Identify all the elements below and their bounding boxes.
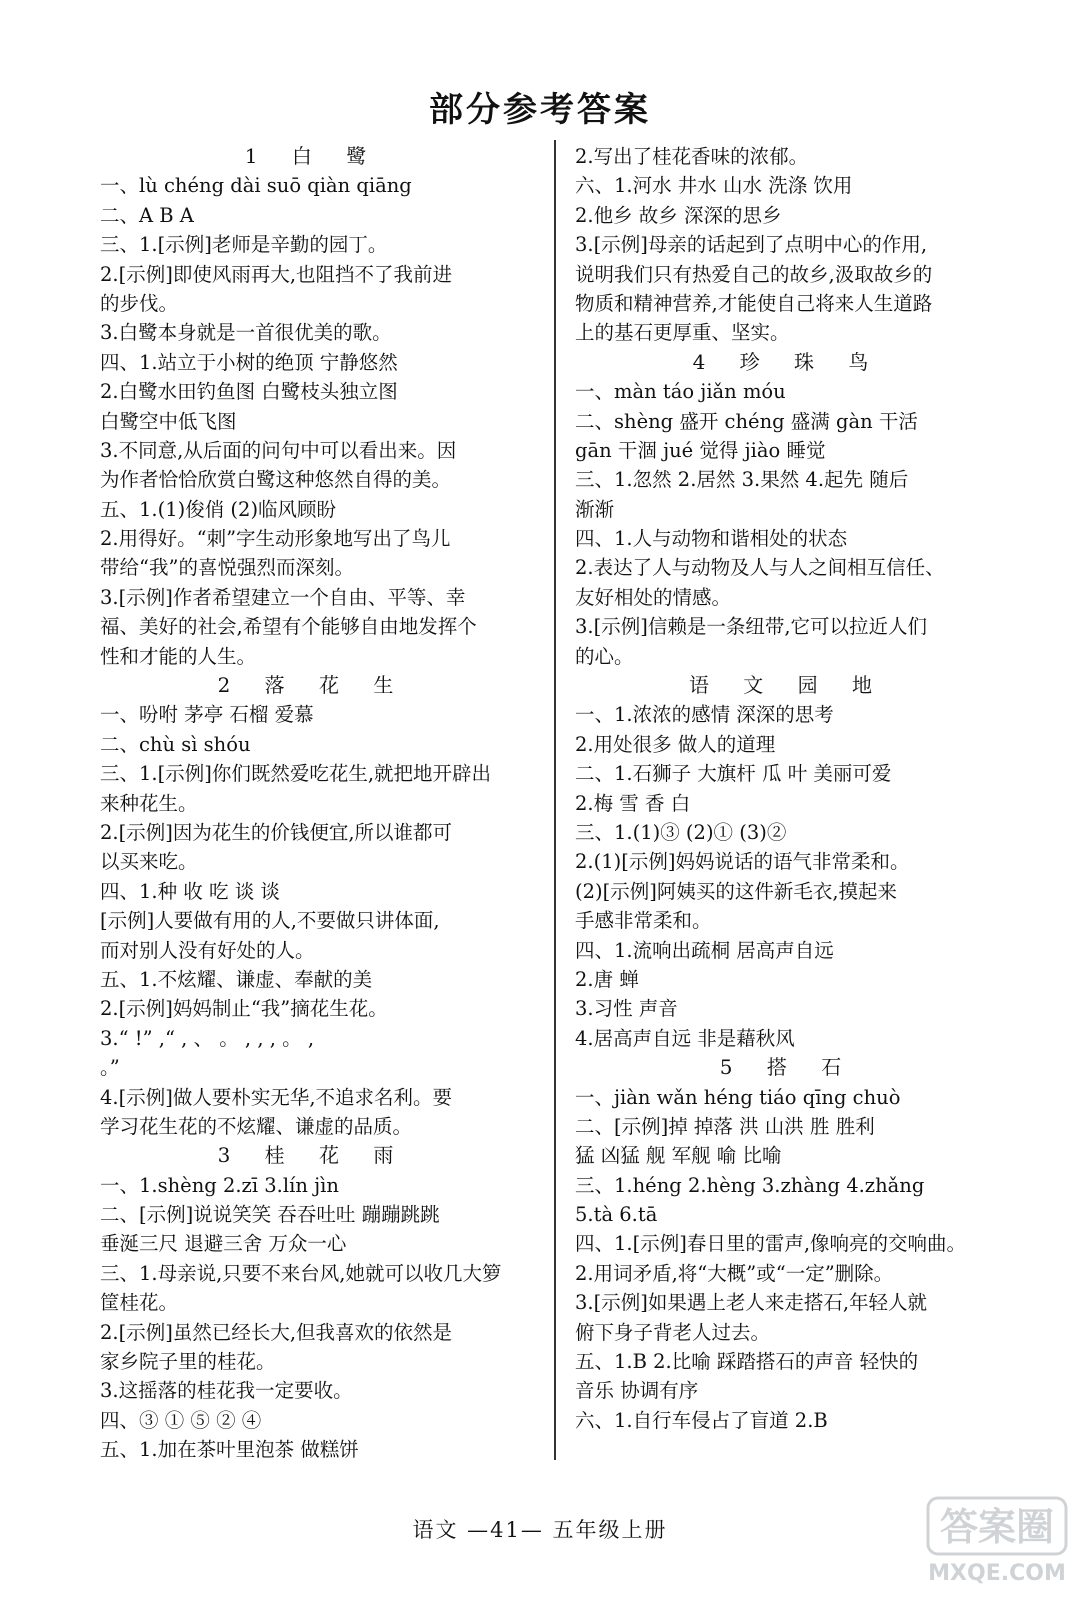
- answer-line: 2.梅 雪 香 白: [575, 791, 691, 815]
- section-heading: 语 文 园 地: [688, 673, 887, 698]
- answer-line: 五、1.(1)俊俏 (2)临风顾盼: [100, 497, 337, 521]
- answer-line: 福、美好的社会,希望有个能够自由地发挥个: [100, 615, 477, 639]
- answer-line: 二、[示例]掉 掉落 洪 山洪 胜 胜利: [575, 1114, 875, 1138]
- answer-line: 四、1.人与动物和谐相处的状态: [575, 527, 848, 551]
- answer-line: 学习花生花的不炫耀、谦虚的品质。: [100, 1114, 413, 1138]
- section-heading: 1 白 鹭: [244, 144, 381, 168]
- answer-line: 3.[示例]如果遇上老人来走搭石,年轻人就: [575, 1291, 928, 1315]
- answer-line: 2.[示例]因为花生的价钱便宜,所以谁都可: [100, 820, 453, 844]
- answer-line: 五、1.B 2.比喻 踩踏搭石的声音 轻快的: [575, 1350, 919, 1374]
- answer-line: 垂涎三尺 退避三舍 万众一心: [100, 1232, 347, 1256]
- answer-line: 三、1.(1)③ (2)① (3)②: [575, 820, 787, 844]
- right-answer-column: [575, 142, 1000, 1435]
- answer-line: 二、chù sì shóu: [100, 732, 251, 756]
- answer-line: 三、1.[示例]老师是辛勤的园丁。: [100, 233, 388, 257]
- answer-line: 2.[示例]虽然已经长大,但我喜欢的依然是: [100, 1320, 453, 1344]
- answer-line: 2.写出了桂花香味的浓郁。: [575, 145, 809, 168]
- answer-line: 2.唐 蝉: [575, 967, 639, 991]
- answer-line: 二、[示例]说说笑笑 吞吞吐吐 蹦蹦跳跳: [100, 1203, 440, 1227]
- column-divider: [554, 140, 556, 1460]
- answer-line: 而对别人没有好处的人。: [100, 938, 315, 962]
- answer-line: 2.[示例]即使风雨再大,也阻挡不了我前进: [100, 262, 453, 286]
- answer-line: 的心。: [575, 644, 634, 668]
- answer-line: 2.他乡 故乡 深深的思乡: [575, 203, 782, 227]
- answer-line: 为作者恰恰欣赏白鹭这种悠然自得的美。: [100, 468, 452, 492]
- section-heading: 3 桂 花 雨: [217, 1143, 408, 1168]
- answer-line: 2.用处很多 做人的道理: [575, 732, 776, 756]
- answer-line: 四、1.[示例]春日里的雷声,像响亮的交响曲。: [575, 1232, 967, 1256]
- answer-line: 俯下身子背老人过去。: [575, 1320, 771, 1344]
- answer-line: 二、A B A: [100, 203, 194, 227]
- answer-line: 二、shèng 盛开 chéng 盛满 gàn 干活: [575, 409, 918, 433]
- answer-line: 2.[示例]妈妈制止“我”摘花生花。: [100, 997, 388, 1021]
- watermark-text-main: 答案圈: [939, 1505, 1055, 1549]
- answer-line: 三、1.忽然 2.居然 3.果然 4.起先 随后: [575, 468, 909, 492]
- answer-line: 3.[示例]母亲的话起到了点明中心的作用,: [575, 233, 928, 257]
- answer-line: gān 干涸 jué 觉得 jiào 睡觉: [575, 438, 826, 462]
- answer-line: 2.白鹭水田钓鱼图 白鹭枝头独立图: [100, 380, 398, 404]
- section-heading: 5 搭 石: [719, 1055, 856, 1080]
- answer-line: 二、1.石狮子 大旗杆 瓜 叶 美丽可爱: [575, 762, 892, 786]
- answer-line: 音乐 协调有序: [575, 1379, 699, 1403]
- answer-line: 物质和精神营养,才能使自己将来人生道路: [575, 291, 933, 315]
- answer-line: 五、1.不炫耀、谦虚、奉献的美: [100, 967, 373, 991]
- answer-line: 5.tà 6.tā: [575, 1203, 658, 1227]
- answer-line: 六、1.河水 井水 山水 洗涤 饮用: [575, 174, 853, 198]
- answer-line: 渐渐: [575, 497, 615, 521]
- answer-line: 猛 凶猛 舰 军舰 喻 比喻: [575, 1144, 782, 1168]
- answer-line: 性和才能的人生。: [100, 644, 257, 668]
- page-title: 部分参考答案: [429, 90, 651, 130]
- answer-line: 三、1.[示例]你们既然爱吃花生,就把地开辟出: [100, 762, 492, 786]
- answer-line: 筐桂花。: [100, 1291, 179, 1315]
- answer-line: 3.“ !” ,“ , 、 。 , , , 。 ,: [100, 1026, 315, 1050]
- answer-line: 一、jiàn wǎn héng tiáo qīng chuò: [575, 1085, 901, 1109]
- answer-line: 以买来吃。: [100, 850, 198, 874]
- answer-line: 四、1.种 收 吃 谈 谈: [100, 879, 280, 903]
- answer-line: 一、1.浓浓的感情 深深的思考: [575, 703, 834, 727]
- page-footer: 语文 —41— 五年级上册: [412, 1518, 668, 1542]
- answer-line: 2.表达了人与动物及人与人之间相互信任、: [575, 556, 945, 580]
- answer-line: 六、1.自行车侵占了盲道 2.B: [575, 1408, 828, 1432]
- left-answer-column: [100, 142, 525, 1465]
- answer-line: 白鹭空中低飞图: [100, 409, 237, 433]
- answer-line: 3.这摇落的桂花我一定要收。: [100, 1379, 353, 1403]
- answer-line: 3.习性 声音: [575, 997, 678, 1021]
- answer-line: 五、1.加在茶叶里泡茶 做糕饼: [100, 1438, 359, 1462]
- answer-line: 4.居高声自远 非是藉秋风: [575, 1026, 795, 1050]
- watermark-logo: [926, 1494, 1068, 1588]
- answer-line: 手感非常柔和。: [575, 909, 712, 933]
- watermark-text-url: MXQE.COM: [928, 1561, 1066, 1586]
- answer-line: 3.[示例]作者希望建立一个自由、平等、幸: [100, 585, 466, 609]
- answer-line: (2)[示例]阿姨买的这件新毛衣,摸起来: [575, 879, 898, 903]
- answer-line: 2.用词矛盾,将“大概”或“一定”删除。: [575, 1261, 894, 1285]
- answer-line: 一、lù chéng dài suō qiàn qiāng: [100, 174, 412, 198]
- answer-line: 说明我们只有热爱自己的故乡,汲取故乡的: [575, 262, 933, 286]
- answer-line: 友好相处的情感。: [575, 585, 732, 609]
- answer-line: [示例]人要做有用的人,不要做只讲体面,: [100, 909, 440, 933]
- answer-line: 一、màn táo jiǎn móu: [575, 380, 786, 404]
- answer-line: 。”: [100, 1056, 120, 1080]
- answer-line: 上的基石更厚重、坚实。: [575, 321, 790, 345]
- answer-line: 3.不同意,从后面的问句中可以看出来。因: [100, 438, 457, 462]
- answer-line: 家乡院子里的桂花。: [100, 1350, 276, 1374]
- section-heading: 4 珍 珠 鸟: [692, 349, 883, 374]
- answer-line: 一、吩咐 茅亭 石榴 爱慕: [100, 703, 314, 727]
- answer-line: 四、1.站立于小树的绝顶 宁静悠然: [100, 350, 398, 374]
- answer-line: 2.(1)[示例]妈妈说话的语气非常柔和。: [575, 850, 910, 874]
- answer-line: 四、1.流响出疏桐 居高声自远: [575, 938, 834, 962]
- answer-line: 2.用得好。“刺”字生动形象地写出了鸟儿: [100, 527, 451, 551]
- answer-line: 3.[示例]信赖是一条纽带,它可以拉近人们: [575, 615, 928, 639]
- section-heading: 2 落 花 生: [217, 673, 408, 698]
- answer-line: 来种花生。: [100, 791, 198, 815]
- answer-line: 三、1.母亲说,只要不来台风,她就可以收几大箩: [100, 1261, 502, 1285]
- answer-line: 一、1.shèng 2.zī 3.lín jìn: [100, 1173, 339, 1197]
- answer-line: 四、③ ① ⑤ ② ④: [100, 1408, 262, 1432]
- answer-line: 4.[示例]做人要朴实无华,不追求名利。要: [100, 1085, 453, 1109]
- answer-line: 的步伐。: [100, 291, 179, 315]
- answer-line: 3.白鹭本身就是一首很优美的歌。: [100, 321, 392, 345]
- answer-line: 带给“我”的喜悦强烈而深刻。: [100, 556, 354, 580]
- answer-line: 三、1.héng 2.hèng 3.zhàng 4.zhǎng: [575, 1173, 925, 1197]
